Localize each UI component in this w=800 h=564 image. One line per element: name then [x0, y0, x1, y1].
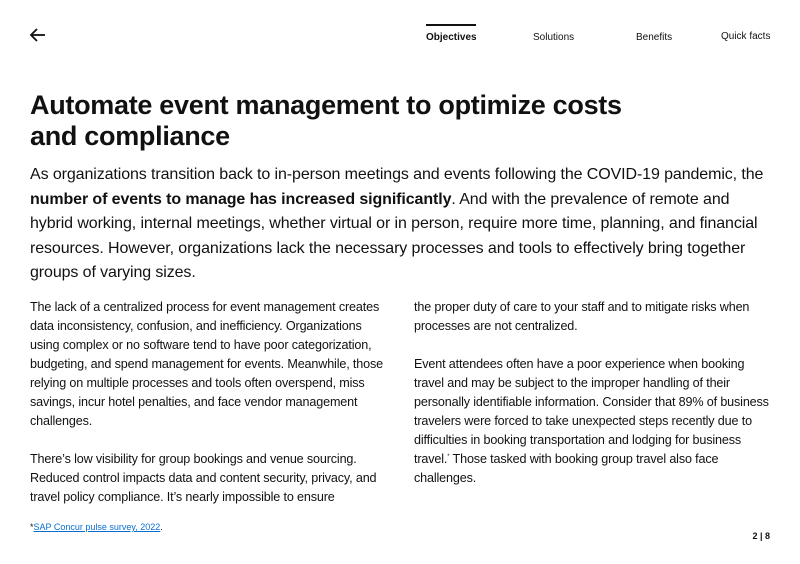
active-tab-indicator [426, 24, 476, 26]
tab-solutions[interactable]: Solutions [533, 32, 575, 43]
intro-text-start: As organizations transition back to in-person meetings and events following the COVID-19 pandemic, the [30, 166, 764, 183]
back-arrow-icon[interactable] [28, 26, 48, 44]
tab-objectives[interactable]: Objectives [426, 32, 477, 43]
footnote-asterisk: * [30, 522, 34, 532]
body-paragraph-2: There’s low visibility for group bookings and venue sourcing. Reduced control impacts data and content security, privacy, and travel policy compliance. It’s nearly impossible to ensure [30, 452, 377, 504]
footnote [30, 522, 163, 532]
body-column-left [30, 298, 392, 507]
intro-highlight: number of events to manage has increased significantly [30, 190, 452, 208]
survey-link[interactable]: SAP Concur pulse survey, 2022 [33, 522, 161, 532]
page-title: Automate event management to optimize costs and compliance [30, 90, 622, 151]
body-paragraph-4-text: Event attendees often have a poor experience when booking travel and may be subject to the improper handling of their personally identifiable information. Consider that 89% of business travelers were forced to take unexpected steps recently due to difficulties in booking transportation and lodging for business travel. [414, 357, 769, 466]
tab-benefits[interactable]: Benefits [636, 32, 673, 43]
body-column-right [414, 298, 770, 488]
tab-quick-facts[interactable]: Quick facts [721, 31, 771, 42]
body-paragraph-3: the proper duty of care to your staff and to mitigate risks when processes are not centralized. [414, 300, 750, 333]
intro-paragraph [30, 163, 772, 286]
page-number: 2 | 8 [752, 531, 770, 541]
body-paragraph-4-end: Those tasked with booking group travel also face challenges. [414, 452, 719, 485]
footnote-marker: * [447, 453, 450, 460]
footnote-period: . [160, 522, 163, 532]
body-paragraph-4 [414, 355, 770, 488]
body-paragraph-1: The lack of a centralized process for event management creates data inconsistency, confusion, and inefficiency. Organizations using complex or no software tend to have poor categorization, budgeting, and spend management for events. Meanwhile, those relying on multiple processes and tools often overspend, miss savings, incur hotel penalties, and face vendor management challenges. [30, 300, 383, 428]
intro-text-end: . And with the prevalence of remote and hybrid working, internal meetings, whether virtual or in person, require more time, planning, and financial resources. However, organizations lack the necessary processes and tools to effectively bring together groups of varying sizes. [30, 190, 758, 281]
